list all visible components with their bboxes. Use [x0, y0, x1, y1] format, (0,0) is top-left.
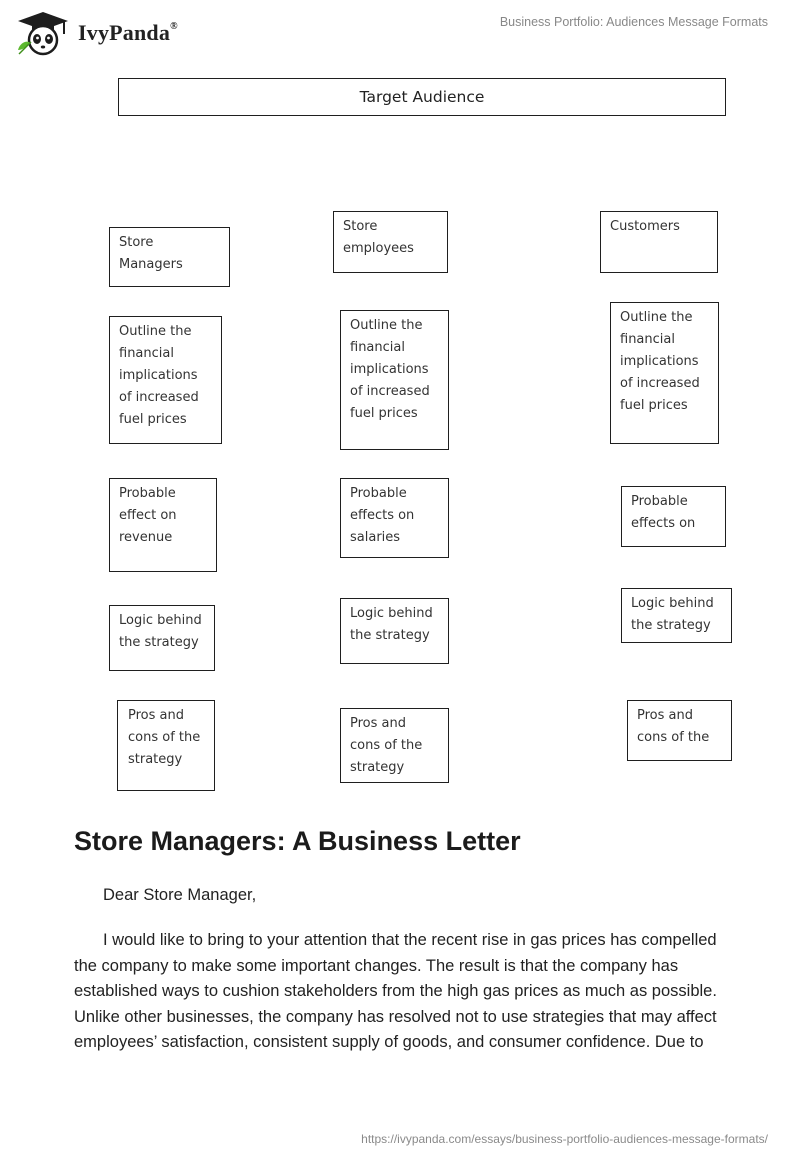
audience-box-store-managers: Store Managers — [109, 227, 230, 287]
letter-paragraph: I would like to bring to your attention that the recent rise in gas prices has compelled the company to make some important changes. The result is that the company has established ways to cushion stakeholders from the high gas prices as much as possible. Unlike other businesses, the company has resolved not to use strategies that may affect employees’ satisfaction, consistent supply of goods, and consumer confidence. Due to — [74, 931, 717, 1051]
item-box: Outline the financial implications of increased fuel prices — [340, 310, 449, 450]
audience-box-store-employees: Store employees — [333, 211, 448, 273]
letter-salutation: Dear Store Manager, — [103, 886, 257, 904]
target-audience-box: Target Audience — [118, 78, 726, 116]
brand-name: IvyPanda® — [78, 20, 178, 45]
item-box: Outline the financial implications of increased fuel prices — [109, 316, 222, 444]
item-box: Pros and cons of the strategy — [340, 708, 449, 783]
item-box: Pros and cons of the — [627, 700, 732, 761]
item-box: Probable effects on salaries — [340, 478, 449, 558]
item-box: Pros and cons of the strategy — [117, 700, 215, 791]
section-heading: Store Managers: A Business Letter — [74, 826, 521, 856]
audience-box-customers: Customers — [600, 211, 718, 273]
item-box: Logic behind the strategy — [340, 598, 449, 664]
item-box: Logic behind the strategy — [109, 605, 215, 671]
brand-logo[interactable] — [14, 10, 178, 56]
panda-graduate-icon — [14, 10, 72, 56]
item-box: Probable effect on revenue — [109, 478, 217, 572]
source-url-link[interactable]: https://ivypanda.com/essays/business-portfolio-audiences-message-formats/ — [361, 1132, 768, 1146]
document-title: Business Portfolio: Audiences Message Formats — [499, 15, 768, 29]
item-box: Probable effects on — [621, 486, 726, 547]
item-box: Outline the financial implications of increased fuel prices — [610, 302, 719, 444]
item-box: Logic behind the strategy — [621, 588, 732, 643]
